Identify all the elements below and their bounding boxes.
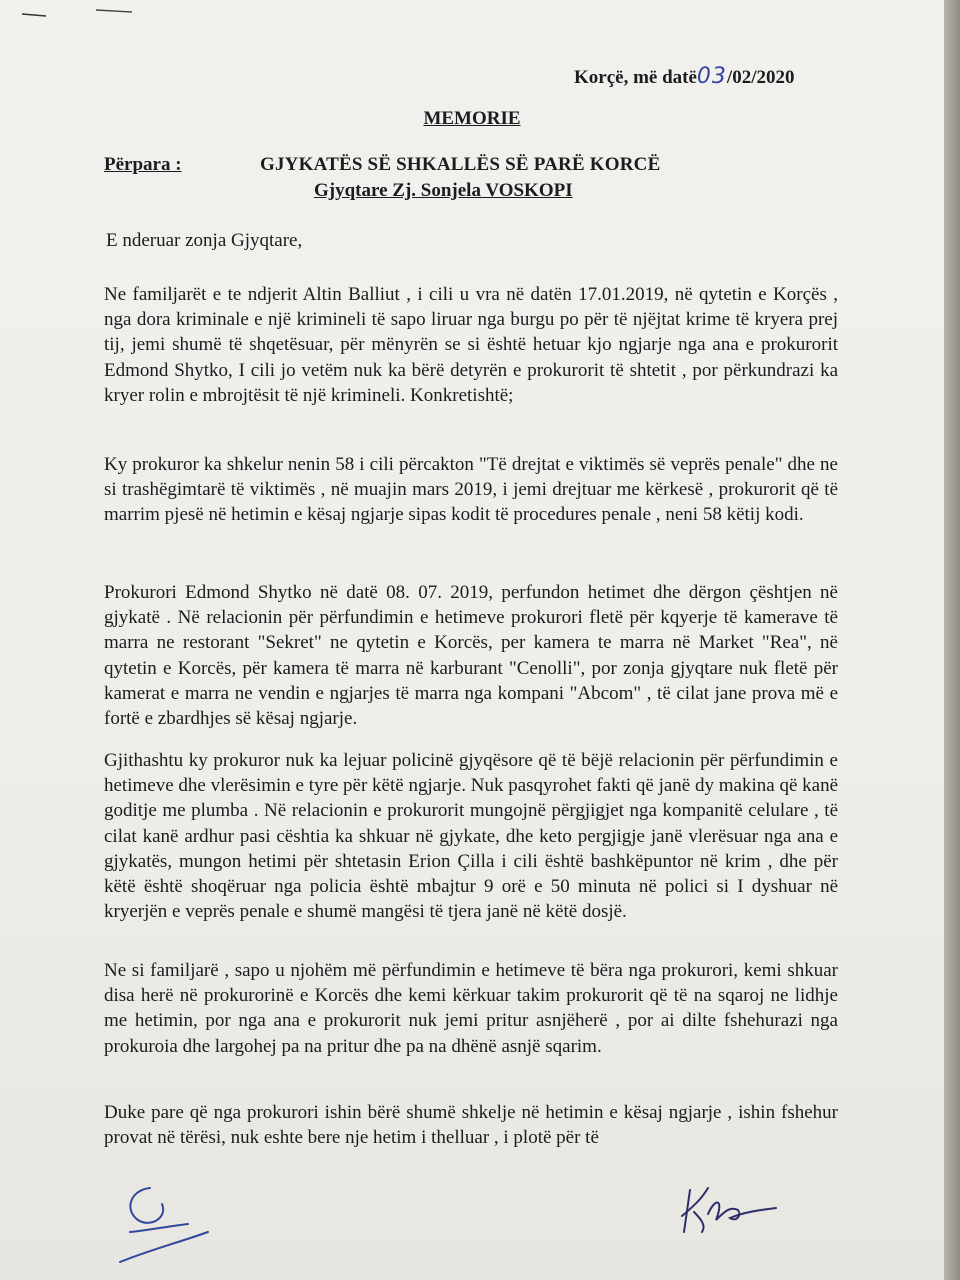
signature-right — [672, 1176, 792, 1246]
date-rest: /02/2020 — [726, 67, 795, 88]
signature-left — [110, 1180, 230, 1270]
paragraph-2: Ky prokuror ka shkelur nenin 58 i cili përcakton "Të drejtat e viktimës së veprës penale" dhe ne si trashëgimtarë të viktimës , në muajin mars 2019, i jemi drejtuar me kërkesë , prokurorit që të marrim pjesë në hetimin e kësaj ngjarje sipas kodit të procedures penale , neni 58 këtij kodi. — [104, 454, 838, 526]
court-name: GJYKATËS SË SHKALLËS SË PARË KORCË — [260, 154, 661, 175]
paragraph-1: Ne familjarët e te ndjerit Altin Balliut , i cili u vra në datën 17.01.2019, në qytetin e Korçës , nga dora kriminale e një krimineli të sapo liruar nga burgu po për të njëjtat krime të kryera prej tij, jemi shumë të shqetësuar, për mënyrën se si është hetuar kjo ngjarje nga ana e prokurorit Edmond Shytko, I cili jo vetëm nuk ka bërë detyrën e prokurorit të shtetit , por përkundrazi ka kryer rolin e mbrojtësit të një krimineli. Konkretishtë; — [104, 284, 838, 406]
salutation: E nderuar zonja Gjyqtare, — [106, 230, 303, 251]
paragraph-3: Prokurori Edmond Shytko në datë 08. 07. 2019, perfundon hetimet dhe dërgon çështjen në gjykatë . Në relacionin për përfundimin e hetimeve prokurori fletë për kqyerje të kamerave të marra ne restorant "Sekret" ne qytetin e Korcës, per kamera te marra në Market "Rea", në qytetin e Korcës, për kamera të marra në karburant "Cenolli", por zonja gjyqtare nuk fletë për kamerat e marra ne vendin e ngjarjes të marra nga kompani "Abcom" , të cilat jane prova më e fortë e zbardhjes së kësaj ngjarje. — [104, 582, 838, 730]
date-line — [574, 64, 794, 89]
paragraph-6: Duke pare që nga prokurori ishin bërë shumë shkelje në hetimin e kësaj ngjarje , ishin fshehur provat në tërësi, nuk eshte bere nje hetim i thelluar , i plotë për të — [104, 1102, 838, 1149]
page-edge — [944, 0, 960, 1280]
paragraph-4: Gjithashtu ky prokuror nuk ka lejuar policinë gjyqësore që të bëjë relacionin për përfundimin e hetimeve dhe vlerësimin e tyre për këtë ngjarje. Nuk pasqyrohet fakti që janë dy makina që kanë goditje me plumba . Në relacionin e prokurorit mungojnë përgjigjet nga kompanitë celulare , të cilat kanë ardhur pasi cështia ka shkuar në gjykate, dhe keto pergjigje janë vlerësuar nga ana e gjykatës, mungon hetimi për shtetasin Erion Çilla i cili është bashkëpuntor në krim , dhe për këtë është shoqëruar nga policia është mbajtur 9 orë e 50 minuta në polici si I dyshuar në kryerjën e veprës penale e shumë mangësi të tjera janë në këtë dosjë. — [104, 750, 838, 923]
date-prefix: Korçë, më datë — [574, 67, 697, 88]
handwritten-day: 03 — [696, 64, 727, 89]
addressee-label: Përpara : — [104, 154, 182, 175]
judge-name: Gjyqtare Zj. Sonjela VOSKOPI — [314, 180, 573, 201]
paragraph-5: Ne si familjarë , sapo u njohëm më përfundimin e hetimeve të bëra nga prokurori, kemi shkuar disa herë në prokurorinë e Korcës dhe kemi kërkuar takim prokurorit që të na sqaroj ne lidhje me hetimin, por nga ana e prokurorit nuk jemi pritur asnjëherë , por ai dilte fshehurazi nga prokuroia dhe largohej pa na pritur dhe pa na dhënë asnjë sqarim. — [104, 960, 838, 1057]
top-pen-marks — [0, 0, 944, 40]
document-title: MEMORIE — [423, 108, 521, 129]
